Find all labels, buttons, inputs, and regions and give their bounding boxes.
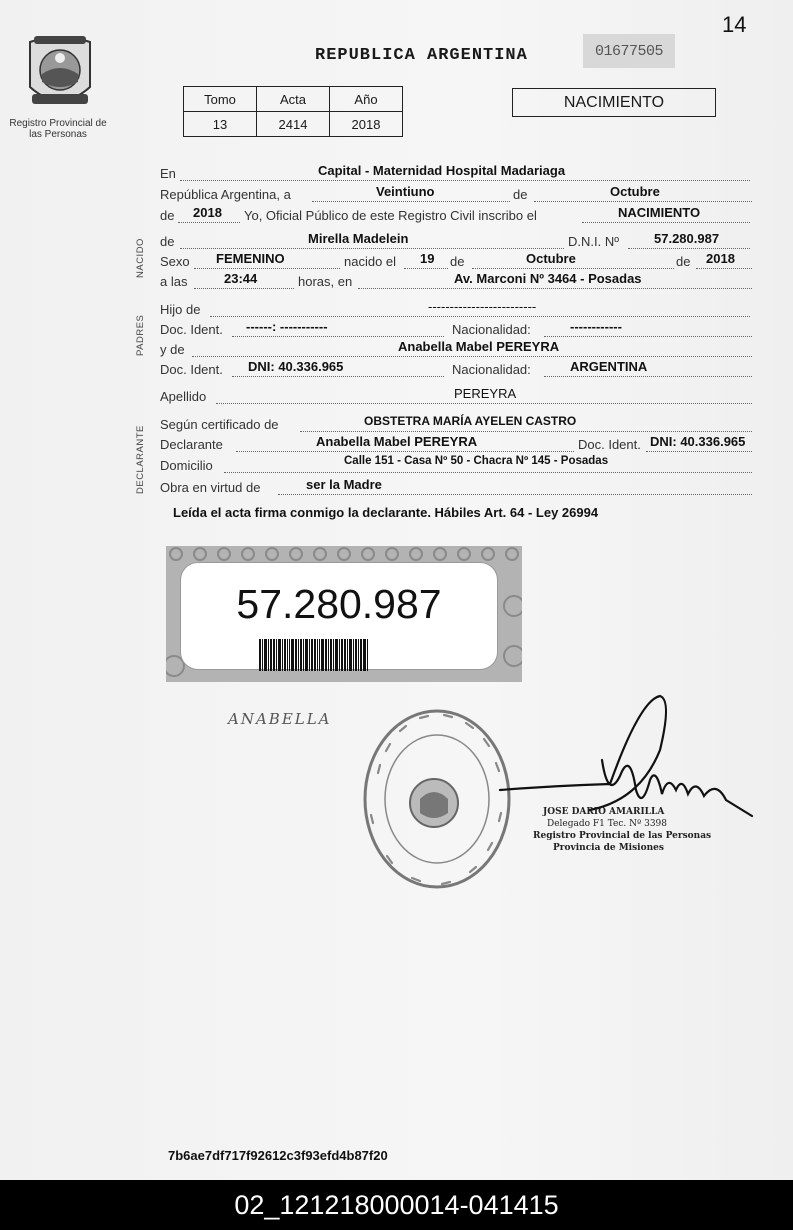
official-stamp — [533, 806, 712, 854]
mother-nationality-label: Nacionalidad: — [452, 362, 531, 377]
time-value: 23:44 — [224, 271, 258, 286]
footer-id-bar: 02_121218000014-041415 — [0, 1180, 793, 1230]
mother-name-value: Anabella Mabel PEREYRA — [398, 339, 560, 354]
row-certificate — [160, 414, 752, 435]
de-year-label: de — [160, 208, 175, 223]
dni-sticker — [166, 546, 522, 682]
father-name-value: ------------------------- — [428, 299, 537, 314]
official-province: Provincia de Misiones — [553, 843, 664, 853]
declarant-doc-label: Doc. Ident. — [578, 437, 641, 452]
obra-label: Obra en virtud de — [160, 480, 261, 495]
registry-name: Registro Provincial de las Personas — [9, 118, 107, 140]
serial-number: 01677505 — [583, 34, 675, 68]
capacity-value: ser la Madre — [306, 477, 382, 492]
register-header-acta: Acta — [257, 87, 330, 112]
father-doc-label: Doc. Ident. — [160, 322, 223, 337]
register-header-tomo: Tomo — [184, 87, 257, 112]
padres-side-label: PADRES — [135, 314, 146, 356]
register-table — [183, 86, 403, 137]
row-date-words — [160, 184, 752, 205]
surname-value: PEREYRA — [454, 386, 517, 401]
register-header-row — [184, 87, 403, 112]
official-name: JOSE DARIO AMARILLA — [543, 807, 665, 817]
birth-address-value: Av. Marconi Nº 3464 - Posadas — [454, 271, 642, 286]
de-byear-label: de — [676, 254, 691, 269]
nacido-el-label: nacido el — [344, 254, 397, 269]
address-value: Calle 151 - Casa Nº 50 - Chacra Nº 145 - Posadas — [344, 455, 609, 467]
day-words-value: Veintiuno — [376, 184, 435, 199]
row-name — [160, 231, 752, 252]
de-name-label: de — [160, 234, 175, 249]
sex-value: FEMENINO — [216, 251, 285, 266]
row-sex — [160, 251, 752, 272]
register-header-anio: Año — [330, 87, 403, 112]
declarante-side-label: DECLARANTE — [135, 425, 146, 494]
row-declarant — [160, 434, 752, 455]
register-acta: 2414 — [257, 112, 330, 137]
a-las-label: a las — [160, 274, 188, 289]
row-capacity — [160, 477, 752, 498]
row-mother-doc — [160, 359, 752, 380]
register-value-row — [184, 112, 403, 137]
declarant-doc-value: DNI: 40.336.965 — [650, 434, 746, 449]
horas-label: horas, en — [298, 274, 353, 289]
father-nationality-label: Nacionalidad: — [452, 322, 531, 337]
row-father — [160, 299, 752, 320]
row-surname — [160, 386, 752, 407]
dni-label: D.N.I. Nº — [568, 234, 619, 249]
row-place — [160, 163, 752, 184]
republica-label: República Argentina, a — [160, 187, 291, 202]
child-name-value: Mirella Madelein — [308, 231, 409, 246]
dni-value: 57.280.987 — [654, 231, 720, 246]
apellido-label: Apellido — [160, 389, 207, 404]
sticker-dni-number: 57.280.987 — [236, 581, 442, 627]
y-de-label: y de — [160, 342, 185, 357]
row-address — [160, 455, 752, 476]
barcode — [259, 639, 409, 671]
birth-month-value: Octubre — [526, 251, 576, 266]
birth-day-value: 19 — [420, 251, 435, 266]
sexo-label: Sexo — [160, 254, 190, 269]
province-crest-logo — [20, 32, 100, 114]
row-time-place — [160, 271, 752, 292]
declarante-label: Declarante — [160, 437, 223, 452]
month-value: Octubre — [610, 184, 660, 199]
register-tomo: 13 — [184, 112, 257, 137]
de-label: de — [513, 187, 528, 202]
row-father-doc — [160, 319, 752, 340]
handwritten-name: ANABELLA — [228, 710, 332, 728]
father-doc-value: ------: ----------- — [246, 319, 328, 334]
signature-note: Leída el acta firma conmigo la declarante. Hábiles Art. 64 - Ley 26994 — [173, 505, 599, 520]
year-value: 2018 — [193, 205, 222, 220]
place-value: Capital - Maternidad Hospital Madariaga — [318, 163, 566, 178]
official-role: Delegado F1 Tec. Nº 3398 — [547, 819, 668, 829]
register-anio: 2018 — [330, 112, 403, 137]
row-mother — [160, 339, 752, 360]
en-label: En — [160, 166, 176, 181]
nacido-side-label: NACIDO — [135, 238, 146, 278]
page-number: 14 — [722, 12, 747, 37]
mother-doc-label: Doc. Ident. — [160, 362, 223, 377]
birth-year-value: 2018 — [706, 251, 735, 266]
declarant-value: Anabella Mabel PEREYRA — [316, 434, 478, 449]
certificate-value: OBSTETRA MARÍA AYELEN CASTRO — [364, 414, 577, 428]
row-year — [160, 205, 752, 226]
de-month-label: de — [450, 254, 465, 269]
mother-doc-value: DNI: 40.336.965 — [248, 359, 344, 374]
document-hash: 7b6ae7df717f92612c3f93efd4b87f20 — [168, 1148, 388, 1163]
act-type-box: NACIMIENTO — [512, 88, 716, 117]
mother-nationality-value: ARGENTINA — [570, 359, 648, 374]
hijo-de-label: Hijo de — [160, 302, 201, 317]
yo-text: Yo, Oficial Público de este Registro Civil inscribo el — [244, 208, 537, 223]
certificado-label: Según certificado de — [160, 417, 279, 432]
father-nationality-value: ------------ — [570, 319, 622, 334]
sticker-label — [180, 562, 498, 670]
act-value: NACIMIENTO — [618, 205, 701, 220]
official-office: Registro Provincial de las Personas — [533, 831, 712, 841]
domicilio-label: Domicilio — [160, 458, 213, 473]
document-title: REPUBLICA ARGENTINA — [315, 46, 528, 65]
